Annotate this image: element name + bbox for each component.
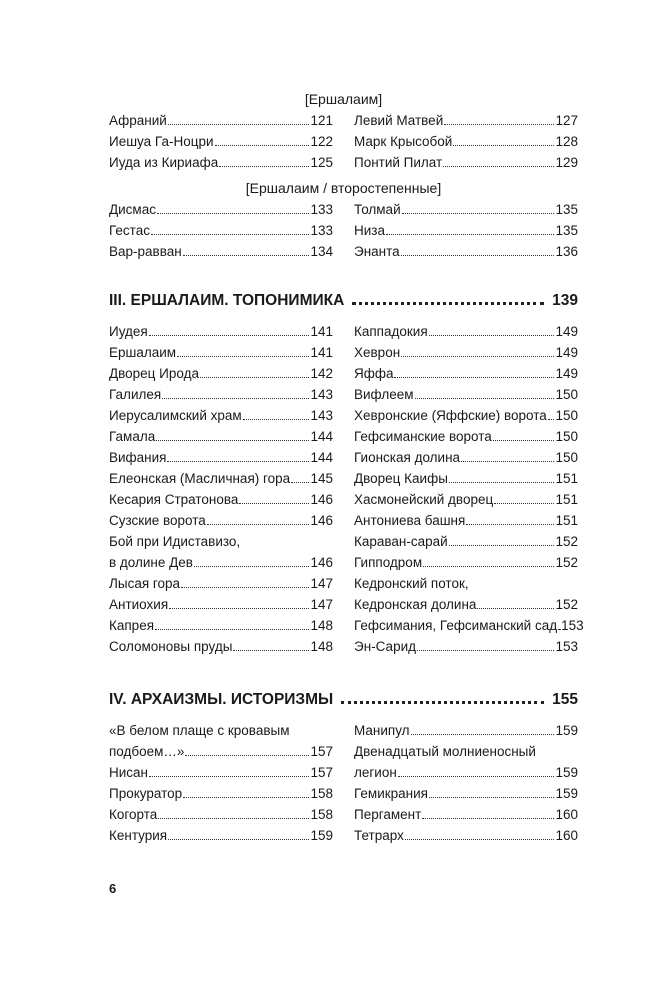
- toc-entry-page: 135: [555, 223, 578, 238]
- toc-entry-page: 145: [310, 471, 333, 486]
- toc-entry-title: Гефсимания, Гефсиманский сад: [354, 618, 558, 633]
- toc-entry-title: Гемикрания: [354, 786, 428, 801]
- dot-leader: [493, 440, 555, 441]
- dot-leader: [401, 255, 555, 256]
- toc-entry-page: 151: [555, 471, 578, 486]
- toc-entry-page: 121: [310, 113, 333, 128]
- dot-leader: [183, 797, 309, 798]
- toc-entry-title: Пергамент: [354, 807, 422, 822]
- dot-leader: [449, 482, 555, 483]
- toc-entry-title: Эн-Сарид: [354, 639, 416, 654]
- toc-entry-title-line: Двенадцатый молниеносный: [354, 744, 536, 759]
- toc-entry-page: 147: [310, 597, 333, 612]
- toc-entry-page: 128: [555, 134, 578, 149]
- toc-entry-page: 141: [310, 345, 333, 360]
- dot-leader: [494, 503, 554, 504]
- dot-leader: [477, 608, 554, 609]
- dot-leader: [167, 461, 309, 462]
- dot-leader: [243, 419, 310, 420]
- dot-leader: [443, 166, 554, 167]
- dot-leader: [162, 398, 309, 399]
- dot-leader: [149, 335, 310, 336]
- dot-leader: [341, 701, 544, 704]
- dot-leader: [207, 524, 310, 525]
- toc-column-right: [354, 110, 578, 173]
- archaisms-grid: [109, 720, 578, 846]
- toc-entry[interactable]: [354, 636, 578, 657]
- toc-entry-page: 160: [555, 807, 578, 822]
- toc-entry-title: Афраний: [109, 113, 167, 128]
- toc-entry[interactable]: [354, 241, 578, 262]
- toc-entry-title: Капрея: [109, 618, 155, 633]
- toc-entry-page: 159: [555, 765, 578, 780]
- toc-entry-page: 159: [310, 828, 333, 843]
- dot-leader: [194, 566, 310, 567]
- toc-column-right: [354, 321, 584, 657]
- toc-entry-title: Елеонская (Масличная) гора: [109, 471, 291, 486]
- toc-entry[interactable]: [354, 110, 578, 131]
- toc-content: [109, 88, 584, 846]
- toc-entry[interactable]: [109, 762, 333, 783]
- toc-entry-page: 144: [310, 429, 333, 444]
- toc-entry-title: Гипподром: [354, 555, 423, 570]
- dot-leader: [449, 545, 555, 546]
- toc-entry[interactable]: [354, 131, 578, 152]
- dot-leader: [200, 377, 309, 378]
- toc-entry[interactable]: [354, 573, 578, 615]
- dot-leader: [156, 440, 309, 441]
- toc-entry[interactable]: [354, 342, 578, 363]
- toc-entry[interactable]: [354, 405, 578, 426]
- dot-leader: [444, 124, 554, 125]
- toc-entry-title: Вифлеем: [354, 387, 414, 402]
- toc-entry-title: Манипул: [354, 723, 410, 738]
- toc-entry-title: Энанта: [354, 244, 400, 259]
- dot-leader: [219, 166, 309, 167]
- toc-entry-title: Прокуратор: [109, 786, 183, 801]
- toc-entry-page: 142: [310, 366, 333, 381]
- toc-entry-title: Гефсиманские ворота: [354, 429, 492, 444]
- dot-leader: [461, 461, 554, 462]
- toc-entry[interactable]: [354, 531, 578, 552]
- subheading-secondary: [Ершалаим / второстепенные]: [245, 180, 442, 196]
- dot-leader: [417, 650, 554, 651]
- toc-entry-page: 122: [310, 134, 333, 149]
- toc-entry-page: 157: [310, 744, 333, 759]
- toc-entry[interactable]: [354, 199, 578, 220]
- toc-entry[interactable]: [109, 384, 333, 405]
- toc-entry[interactable]: [109, 131, 333, 152]
- toc-entry-title: Нисан: [109, 765, 149, 780]
- dot-leader: [168, 839, 309, 840]
- toc-column-left: [109, 720, 333, 846]
- toc-entry-title: Лысая гора: [109, 576, 181, 591]
- toc-entry-title: Иешуа Га-Ноцри: [109, 134, 214, 149]
- toc-entry[interactable]: [109, 720, 333, 762]
- toc-entry-title: Галилея: [109, 387, 162, 402]
- dot-leader: [157, 213, 309, 214]
- toc-entry[interactable]: [109, 426, 333, 447]
- toc-entry-page: 144: [310, 450, 333, 465]
- toc-entry[interactable]: [354, 720, 578, 741]
- toc-entry-page: 158: [310, 807, 333, 822]
- dot-leader: [185, 755, 309, 756]
- toc-entry-page: 146: [310, 492, 333, 507]
- dot-leader: [402, 213, 555, 214]
- dot-leader: [415, 398, 555, 399]
- toc-entry[interactable]: [354, 363, 578, 384]
- toc-entry-page: 149: [555, 345, 578, 360]
- toc-entry-page: 153: [555, 639, 578, 654]
- toc-entry-title: Антониева башня: [354, 513, 466, 528]
- secondary-grid: [109, 199, 578, 262]
- toc-entry[interactable]: [354, 468, 578, 489]
- dot-leader: [169, 608, 309, 609]
- toc-entry-title: Ершалаим: [109, 345, 177, 360]
- toc-entry-title: Сузские ворота: [109, 513, 206, 528]
- dot-leader: [429, 797, 555, 798]
- toc-entry-title: Левий Матвей: [354, 113, 444, 128]
- toc-entry[interactable]: [109, 342, 333, 363]
- toc-entry[interactable]: [354, 384, 578, 405]
- toc-entry[interactable]: [109, 241, 333, 262]
- toc-column-left: [109, 321, 333, 657]
- toc-entry-page: 150: [555, 429, 578, 444]
- dot-leader: [183, 255, 310, 256]
- dot-leader: [423, 566, 554, 567]
- toc-entry-page: 134: [310, 244, 333, 259]
- toc-entry-page: 146: [310, 513, 333, 528]
- toc-entry-title: Антиохия: [109, 597, 169, 612]
- toc-entry-page: 152: [555, 555, 578, 570]
- toc-entry-page: 135: [555, 202, 578, 217]
- dot-leader: [558, 629, 560, 630]
- toc-entry-title-line: Бой при Идиставизо,: [109, 534, 241, 549]
- toc-entry-title: Понтий Пилат: [354, 155, 443, 170]
- toc-entry-page: 141: [310, 324, 333, 339]
- toc-entry[interactable]: [354, 552, 578, 573]
- toc-entry-title: Соломоновы пруды: [109, 639, 233, 654]
- toc-entry-page: 147: [310, 576, 333, 591]
- dot-leader: [215, 145, 310, 146]
- toc-entry-title: Гестас: [109, 223, 150, 238]
- toc-entry-page: 146: [310, 555, 333, 570]
- toc-entry-title: Дисмас: [109, 202, 156, 217]
- toc-entry[interactable]: [109, 363, 333, 384]
- section-heading-toponymy[interactable]: [109, 288, 578, 314]
- toc-entry[interactable]: [109, 468, 333, 489]
- dot-leader: [386, 234, 554, 235]
- toponymy-grid: [109, 321, 584, 657]
- dot-leader: [177, 356, 309, 357]
- toc-column-left: [109, 110, 333, 173]
- dot-leader: [453, 145, 554, 146]
- toc-entry-title: Хасмонейский дворец: [354, 492, 494, 507]
- toc-entry-title: Марк Крысобой: [354, 134, 453, 149]
- toc-entry-page: 133: [310, 223, 333, 238]
- toc-entry-page: 159: [555, 723, 578, 738]
- toc-entry[interactable]: [109, 220, 333, 241]
- toc-column-right: [354, 199, 578, 262]
- dot-leader: [548, 419, 555, 420]
- toc-entry-title: Вар-равван: [109, 244, 182, 259]
- toc-entry[interactable]: [354, 510, 578, 531]
- dot-leader: [466, 524, 554, 525]
- toc-entry-title: Хевронские (Яффские) ворота: [354, 408, 547, 423]
- toc-entry-title: Низа: [354, 223, 385, 238]
- dot-leader: [155, 629, 309, 630]
- toc-entry-page: 151: [555, 513, 578, 528]
- toc-entry[interactable]: [109, 405, 333, 426]
- toc-entry[interactable]: [354, 321, 578, 342]
- toc-entry-page: 152: [555, 534, 578, 549]
- toc-entry-page: 149: [555, 366, 578, 381]
- toc-entry-page: 143: [310, 408, 333, 423]
- dot-leader: [398, 776, 555, 777]
- dot-leader: [239, 503, 309, 504]
- toc-entry-page: 129: [555, 155, 578, 170]
- page-number: 6: [109, 881, 117, 896]
- toc-entry[interactable]: [354, 220, 578, 241]
- toc-entry-title: Вифания: [109, 450, 167, 465]
- dot-leader: [181, 587, 309, 588]
- toc-entry-page: 153: [561, 618, 584, 633]
- toc-entry[interactable]: [354, 615, 584, 636]
- toc-entry-title: Каппадокия: [354, 324, 428, 339]
- toc-entry[interactable]: [354, 152, 578, 173]
- toc-entry-title: легион: [354, 765, 397, 780]
- toc-entry-page: 133: [310, 202, 333, 217]
- toc-entry-title: подбоем…»: [109, 744, 185, 759]
- toc-entry-title: Гамала: [109, 429, 156, 444]
- toc-entry[interactable]: [109, 489, 333, 510]
- toc-entry-page: 158: [310, 786, 333, 801]
- toc-entry[interactable]: [354, 783, 578, 804]
- toc-entry-page: 150: [555, 450, 578, 465]
- subheading-ershalaim: [Ершалаим]: [304, 91, 383, 107]
- toc-entry[interactable]: [354, 426, 578, 447]
- dot-leader: [168, 124, 310, 125]
- toc-entry-page: 159: [555, 786, 578, 801]
- toc-entry-title: Толмай: [354, 202, 401, 217]
- toc-entry-page: 148: [310, 618, 333, 633]
- section-title: III. ЕРШАЛАИМ. ТОПОНИМИКА: [109, 292, 345, 309]
- toc-entry[interactable]: [109, 199, 333, 220]
- toc-entry-title: Яффа: [354, 366, 394, 381]
- toc-entry-page: 157: [310, 765, 333, 780]
- section-page: 155: [552, 691, 578, 708]
- toc-entry-page: 136: [555, 244, 578, 259]
- toc-entry-page: 152: [555, 597, 578, 612]
- section-heading-archaisms[interactable]: [109, 687, 578, 713]
- dot-leader: [149, 776, 309, 777]
- toc-column-left: [109, 199, 333, 262]
- toc-entry-page: 127: [555, 113, 578, 128]
- dot-leader: [233, 650, 309, 651]
- toc-entry-page: 151: [555, 492, 578, 507]
- dot-leader: [429, 335, 555, 336]
- toc-entry-page: 150: [555, 387, 578, 402]
- toc-entry-title: в долине Дев: [109, 555, 193, 570]
- toc-entry-title: Кентурия: [109, 828, 168, 843]
- toc-entry[interactable]: [109, 594, 333, 615]
- dot-leader: [411, 734, 555, 735]
- toc-entry-page: 149: [555, 324, 578, 339]
- dot-leader: [291, 482, 309, 483]
- toc-entry-title: Дворец Ирода: [109, 366, 199, 381]
- dot-leader: [158, 818, 309, 819]
- toc-entry-title: Тетрарх: [354, 828, 404, 843]
- toc-entry[interactable]: [354, 741, 578, 783]
- toc-entry-title: Гионская долина: [354, 450, 461, 465]
- ershalaim-grid: [109, 110, 578, 173]
- toc-entry[interactable]: [109, 447, 333, 468]
- toc-entry-title: Иуда из Кириафа: [109, 155, 219, 170]
- toc-entry-page: 150: [555, 408, 578, 423]
- section-page: 139: [552, 292, 578, 309]
- toc-entry[interactable]: [109, 321, 333, 342]
- toc-entry[interactable]: [109, 531, 333, 573]
- toc-entry[interactable]: [109, 804, 333, 825]
- dot-leader: [151, 234, 310, 235]
- toc-entry[interactable]: [109, 825, 333, 846]
- toc-entry[interactable]: [109, 510, 333, 531]
- dot-leader: [401, 356, 554, 357]
- toc-entry[interactable]: [354, 489, 578, 510]
- toc-entry-title: Дворец Каифы: [354, 471, 448, 486]
- toc-entry-title-line: Кедронский поток,: [354, 576, 469, 591]
- toc-entry-title: Кедронская долина: [354, 597, 477, 612]
- toc-entry[interactable]: [354, 825, 578, 846]
- toc-entry-title: Иерусалимский храм: [109, 408, 242, 423]
- toc-entry-title: Иудея: [109, 324, 148, 339]
- dot-leader: [405, 839, 555, 840]
- toc-entry-title-line: «В белом плаще с кровавым: [109, 723, 290, 738]
- toc-entry[interactable]: [354, 804, 578, 825]
- toc-entry-page: 143: [310, 387, 333, 402]
- toc-entry-page: 148: [310, 639, 333, 654]
- toc-column-right: [354, 720, 578, 846]
- toc-entry-title: Хеврон: [354, 345, 401, 360]
- dot-leader: [422, 818, 554, 819]
- toc-entry[interactable]: [109, 110, 333, 131]
- dot-leader: [394, 377, 554, 378]
- toc-entry[interactable]: [109, 152, 333, 173]
- toc-entry-page: 125: [310, 155, 333, 170]
- toc-entry-page: 160: [555, 828, 578, 843]
- toc-entry[interactable]: [109, 783, 333, 804]
- toc-entry-title: Караван-сарай: [354, 534, 448, 549]
- toc-entry-title: Когорта: [109, 807, 158, 822]
- toc-entry-title: Кесария Стратонова: [109, 492, 239, 507]
- dot-leader: [352, 302, 544, 305]
- toc-entry[interactable]: [109, 615, 333, 636]
- section-title: IV. АРХАИЗМЫ. ИСТОРИЗМЫ: [109, 691, 334, 708]
- toc-entry[interactable]: [109, 636, 333, 657]
- toc-entry[interactable]: [354, 447, 578, 468]
- toc-entry[interactable]: [109, 573, 333, 594]
